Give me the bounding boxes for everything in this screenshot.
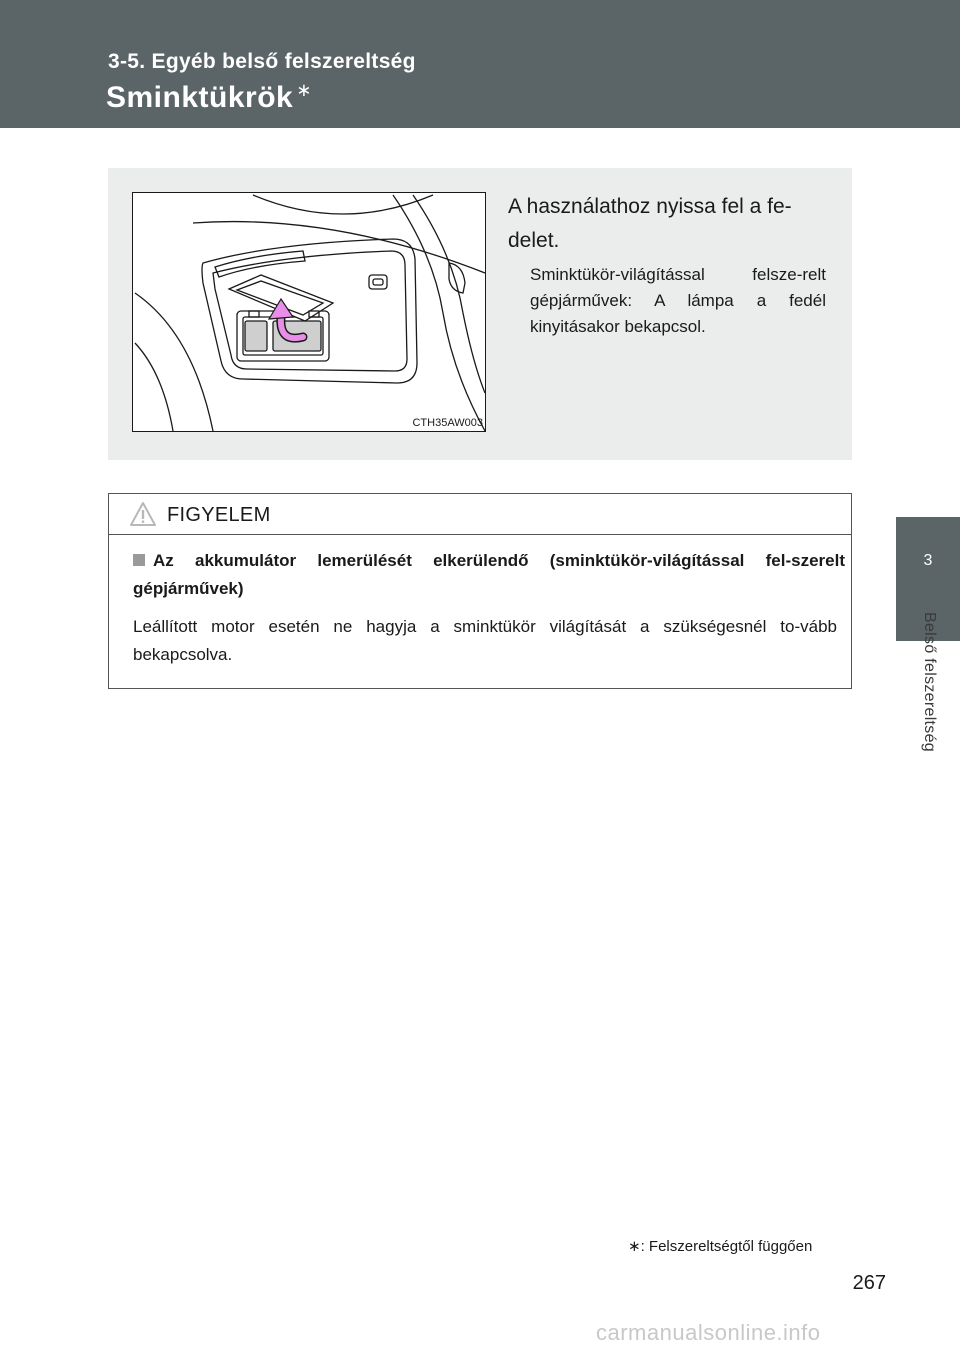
chapter-label: Belső felszereltség bbox=[921, 612, 938, 752]
page-title bbox=[106, 80, 312, 115]
page-title-text: Sminktükrök bbox=[106, 81, 294, 114]
page-number: 267 bbox=[852, 1272, 886, 1294]
warning-heading-text: Az akkumulátor lemerülését elkerülendő (sminktükör-világítással fel-szerelt gépjárművek) bbox=[133, 551, 845, 598]
page-header bbox=[0, 0, 960, 128]
warning-triangle-icon bbox=[129, 501, 157, 527]
figure-code: CTH35AW003 bbox=[412, 417, 483, 429]
warning-heading bbox=[129, 547, 845, 603]
instruction-note: Sminktükör-világítással felsze-relt gépjárművek: A lámpa a fedél kinyitásakor bekapcsol. bbox=[530, 265, 826, 336]
footnote: ∗: Felszereltségtől függően bbox=[628, 1238, 813, 1255]
vanity-mirror-illustration bbox=[132, 192, 486, 432]
warning-box bbox=[108, 493, 852, 689]
watermark: carmanualsonline.info bbox=[596, 1320, 821, 1345]
section-title: 3-5. Egyéb belső felszereltség bbox=[108, 50, 416, 73]
warning-header bbox=[109, 494, 851, 535]
instruction-text: A használathoz nyissa fel a fe-delet. bbox=[508, 195, 792, 252]
warning-title: FIGYELEM bbox=[167, 504, 271, 526]
sun-visor-drawing bbox=[133, 193, 485, 431]
warning-body: Leállított motor esetén ne hagyja a sminktükör világítását a szükségesnél to-vább bekapcsolva. bbox=[133, 617, 837, 664]
chapter-number: 3 bbox=[923, 552, 933, 569]
optional-marker: ∗ bbox=[296, 80, 312, 100]
square-bullet-icon bbox=[133, 554, 145, 566]
